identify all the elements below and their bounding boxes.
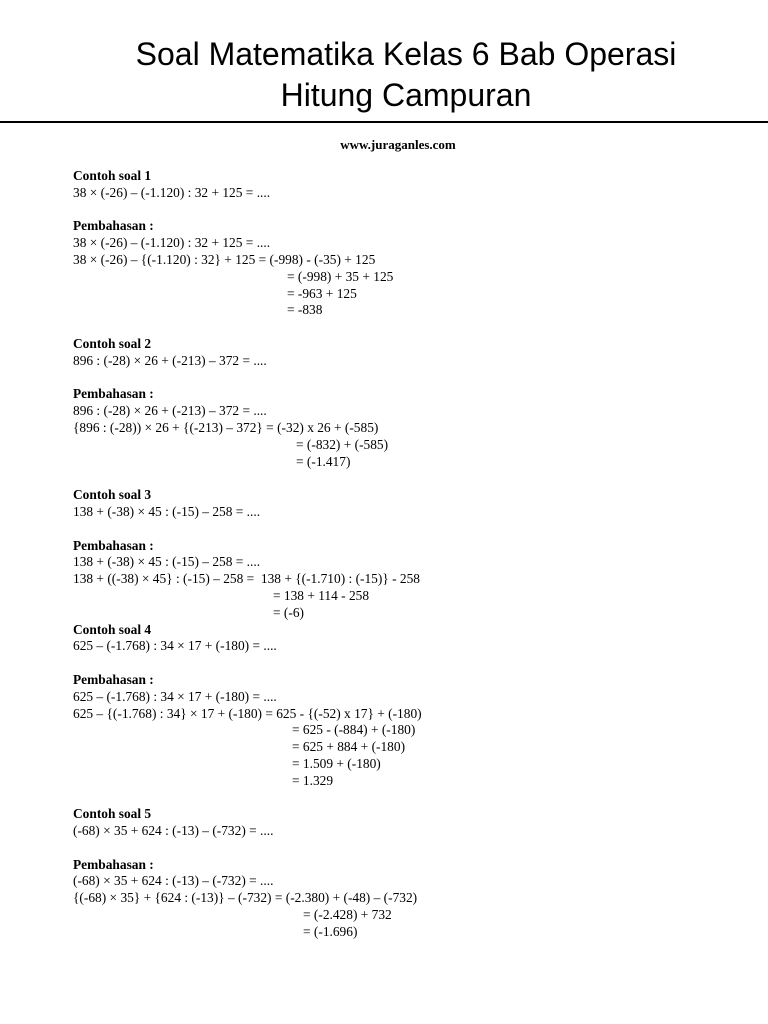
solution-step: {(-68) × 35} + {624 : (-13)} – (-732) = (-2.380) + (-48) – (-732) (73, 890, 418, 906)
solution-step: 625 – (-1.768) : 34 × 17 + (-180) = .... (73, 688, 277, 704)
solution-step: = (-1.696) (303, 923, 358, 939)
example-question: 625 – (-1.768) : 34 × 17 + (-180) = .... (73, 638, 277, 654)
solution-step: 625 – {(-1.768) : 34} × 17 + (-180) = 625 - {(-52) x 17} + (-180) (73, 705, 422, 721)
solution-step: 38 × (-26) – {(-1.120) : 32} + 125 = (-998) - (-35) + 125 (73, 251, 376, 267)
example-heading: Contoh soal 4 (73, 621, 152, 637)
website-label: www.juraganles.com (340, 137, 456, 152)
spacer (73, 202, 753, 219)
page-title (0, 34, 768, 116)
title-divider (0, 121, 768, 123)
solution-step: 138 + (-38) × 45 : (-15) – 258 = .... (73, 554, 261, 570)
solution-label: Pembahasan : (73, 386, 154, 402)
solution-step: = (-1.417) (296, 453, 351, 469)
solution-step: = 1.509 + (-180) (292, 755, 381, 771)
solution-step: 138 + ((-38) × 45} : (-15) – 258 = 138 + {(-1.710) : (-15)} - 258 (73, 571, 420, 587)
document-body (73, 168, 753, 941)
example-section (73, 806, 753, 940)
spacer (73, 319, 753, 336)
solution-step: = (-998) + 35 + 125 (287, 268, 394, 284)
example-heading: Contoh soal 3 (73, 487, 152, 503)
example-section (73, 622, 753, 807)
solution-step: {896 : (-28)) × 26 + {(-213) – 372} = (-32) x 26 + (-585) (73, 419, 379, 435)
solution-label: Pembahasan : (73, 537, 154, 553)
spacer (73, 370, 753, 387)
solution-label: Pembahasan : (73, 671, 154, 687)
example-heading: Contoh soal 5 (73, 806, 152, 822)
spacer (73, 655, 753, 672)
solution-label: Pembahasan : (73, 218, 154, 234)
spacer (73, 521, 753, 538)
solution-step: = -963 + 125 (287, 285, 357, 301)
solution-step: = -838 (287, 302, 323, 318)
example-section (73, 336, 753, 487)
solution-step: = 1.329 (292, 772, 334, 788)
spacer (73, 840, 753, 857)
solution-step: = (-832) + (-585) (296, 436, 389, 452)
solution-step: = 625 + 884 + (-180) (292, 739, 406, 755)
example-section (73, 168, 753, 336)
spacer (73, 789, 753, 806)
solution-step: = 138 + 114 - 258 (273, 587, 370, 603)
example-section (73, 487, 753, 621)
spacer (73, 470, 753, 487)
solution-label: Pembahasan : (73, 856, 154, 872)
example-question: (-68) × 35 + 624 : (-13) – (-732) = .... (73, 823, 274, 839)
example-heading: Contoh soal 2 (73, 335, 152, 351)
solution-step: 38 × (-26) – (-1.120) : 32 + 125 = .... (73, 235, 271, 251)
title-line-1: Soal Matematika Kelas 6 Bab Operasi (135, 36, 677, 72)
solution-step: 896 : (-28) × 26 + (-213) – 372 = .... (73, 403, 267, 419)
example-question: 38 × (-26) – (-1.120) : 32 + 125 = .... (73, 184, 271, 200)
solution-step: = (-2.428) + 732 (303, 907, 392, 923)
solution-step: = (-6) (273, 604, 304, 620)
solution-step: (-68) × 35 + 624 : (-13) – (-732) = .... (73, 873, 274, 889)
title-line-2: Hitung Campuran (280, 77, 532, 113)
example-question: 896 : (-28) × 26 + (-213) – 372 = .... (73, 352, 267, 368)
example-question: 138 + (-38) × 45 : (-15) – 258 = .... (73, 503, 261, 519)
example-heading: Contoh soal 1 (73, 168, 152, 183)
solution-step: = 625 - (-884) + (-180) (292, 722, 416, 738)
